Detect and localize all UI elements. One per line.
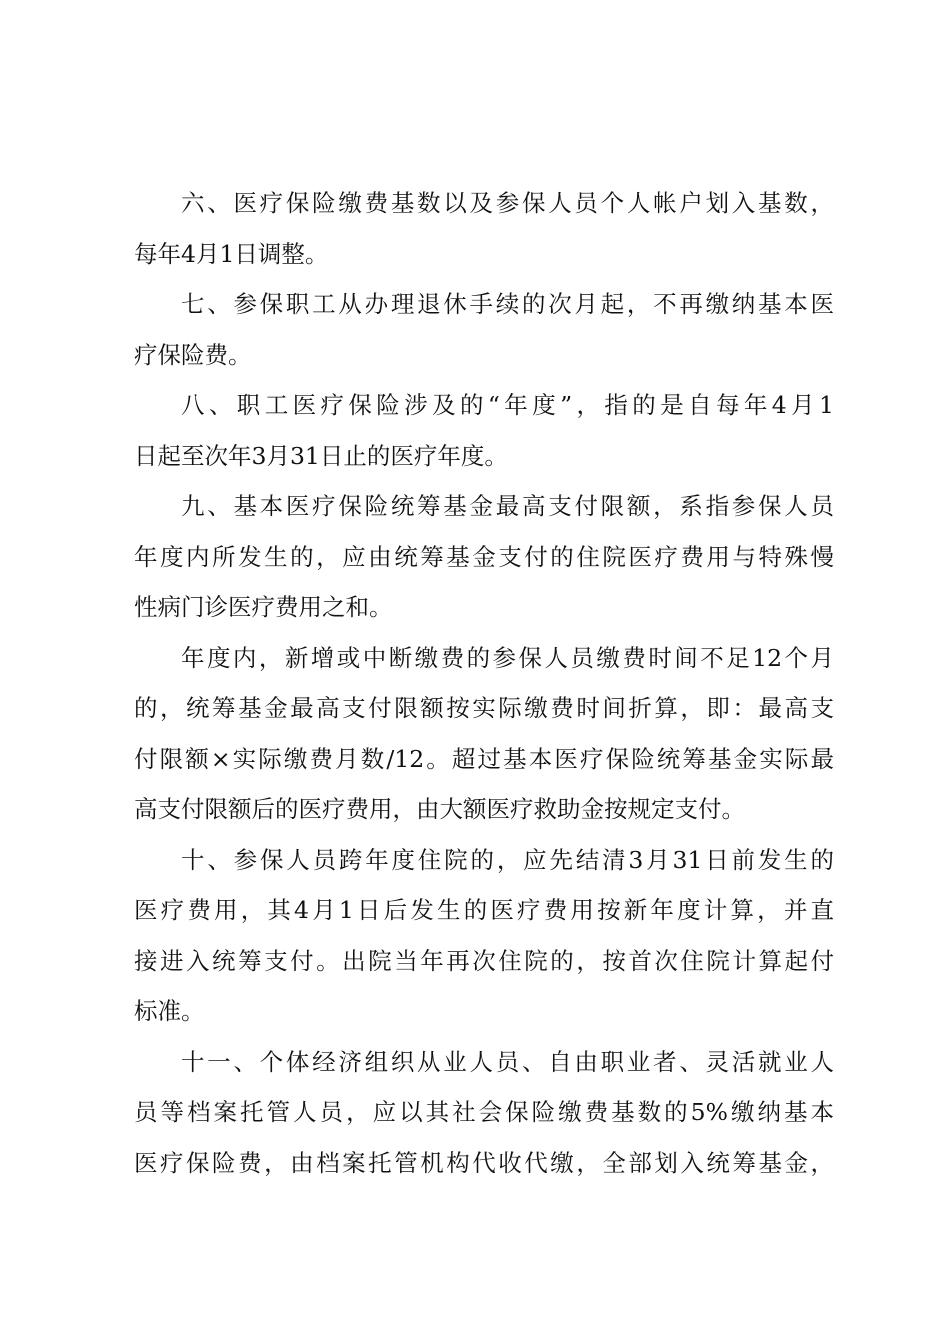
paragraph-line: 疗保险费。: [134, 340, 252, 369]
paragraph-11: [134, 1037, 834, 1189]
paragraph-7: [134, 279, 834, 380]
paragraph-line: 八、职工医疗保险涉及的“年度”，指的是自每年4月1: [181, 391, 834, 419]
paragraph-line: 六、医疗保险缴费基数以及参保人员个人帐户划入基数，: [181, 189, 834, 217]
paragraph-line: 付限额×实际缴费月数/12。超过基本医疗保险统筹基金实际最: [134, 744, 834, 773]
document-body: [134, 178, 834, 1188]
paragraph-line: 的，统筹基金最高支付限额按实际缴费时间折算，即：最高支: [134, 694, 834, 722]
paragraph-line: 年度内所发生的，应由统筹基金支付的住院医疗费用与特殊慢: [134, 542, 834, 571]
paragraph-line: 每年4月1日调整。: [134, 239, 329, 268]
paragraph-10: [134, 835, 834, 1037]
paragraph-line: 日起至次年3月31日止的医疗年度。: [134, 441, 508, 470]
paragraph-line: 九、基本医疗保险统筹基金最高支付限额，系指参保人员: [181, 492, 834, 520]
paragraph-line: 接进入统筹支付。出院当年再次住院的，按首次住院计算起付: [134, 946, 834, 975]
paragraph-line: 标准。: [134, 997, 205, 1025]
paragraph-line: 性病门诊医疗费用之和。: [134, 593, 393, 621]
paragraph-line: 十、参保人员跨年度住院的，应先结清3月31日前发生的: [181, 845, 834, 874]
paragraph-9-continued: [134, 633, 834, 835]
paragraph-6: [134, 178, 834, 279]
paragraph-line: 高支付限额后的医疗费用，由大额医疗救助金按规定支付。: [134, 795, 745, 823]
paragraph-line: 医疗保险费，由档案托管机构代收代缴，全部划入统筹基金，: [134, 1148, 834, 1177]
paragraph-line: 员等档案托管人员，应以其社会保险缴费基数的5%缴纳基本: [134, 1098, 834, 1126]
paragraph-line: 年度内，新增或中断缴费的参保人员缴费时间不足12个月: [181, 643, 834, 672]
paragraph-line: 七、参保职工从办理退休手续的次月起，不再缴纳基本医: [181, 290, 834, 318]
paragraph-line: 医疗费用，其4月1日后发生的医疗费用按新年度计算，并直: [134, 896, 834, 924]
paragraph-line: 十一、个体经济组织从业人员、自由职业者、灵活就业人: [181, 1047, 834, 1076]
paragraph-9: [134, 481, 834, 633]
paragraph-8: [134, 380, 834, 481]
